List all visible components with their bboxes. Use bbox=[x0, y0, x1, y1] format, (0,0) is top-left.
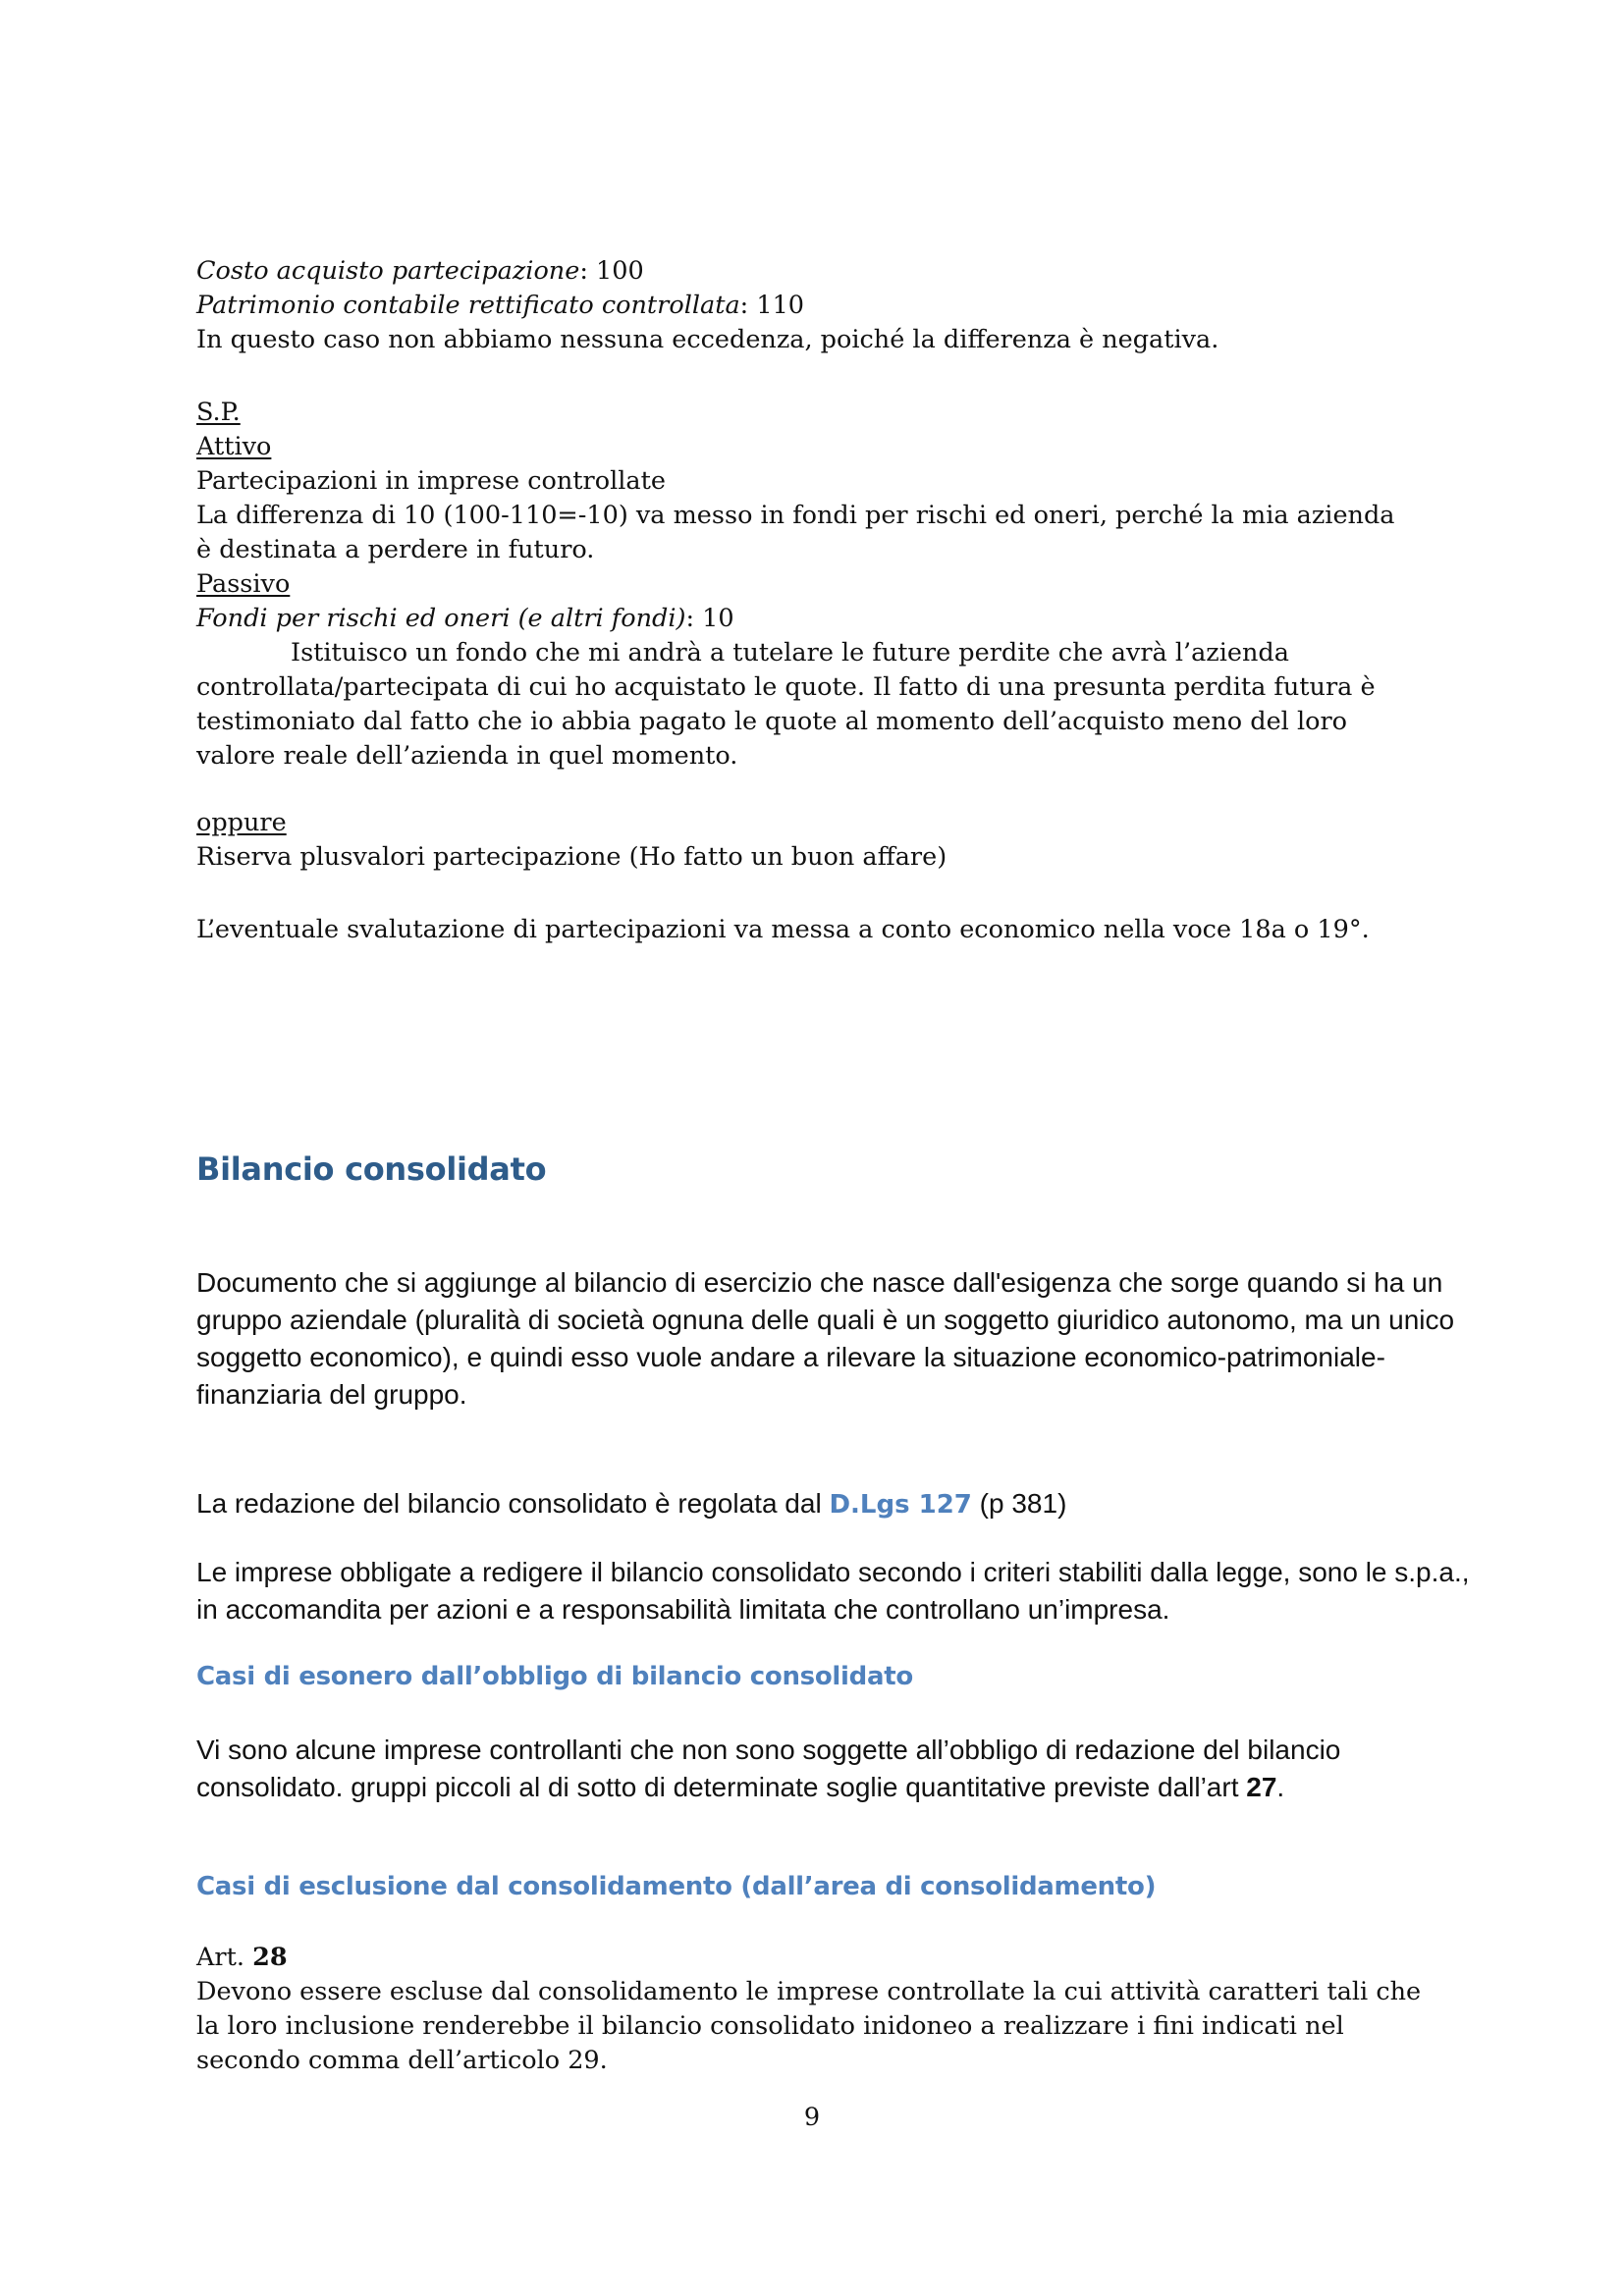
sp-heading: S.P. bbox=[196, 398, 241, 427]
esonero-text-pre: Vi sono alcune imprese controllanti che non sono soggette all’obbligo di redazione del bilancio consolidato. gruppi piccoli al di sotto di determinate soglie quantitative previste dall’art bbox=[196, 1735, 1341, 1802]
esclusione-title: Casi di esclusione dal consolidamento (dall’area di consolidamento) bbox=[196, 1872, 1157, 1901]
esclusione-text: Devono essere escluse dal consolidamento le imprese controllate la cui attività caratteri tali che la loro inclusione renderebbe il bilancio consolidato inidoneo a realizzare i fini indicati nel secondo comma dell’articolo 29. bbox=[196, 1977, 1422, 2075]
bilancio-para1: Documento che si aggiunge al bilancio di esercizio che nasce dall'esigenza che sorge quando si ha un gruppo aziendale (pluralità di società ognuna delle quali è un soggetto giuridico autonomo, ma un unico soggetto economico), e quindi esso vuole andare a rilevare la situazione economico-patrimoniale-finanziaria del gruppo. bbox=[196, 1267, 1455, 1410]
para2-pre: La redazione del bilancio consolidato è regolata dal bbox=[196, 1488, 830, 1519]
esonero-text-post: . bbox=[1276, 1772, 1285, 1802]
attivo-heading: Attivo bbox=[196, 432, 272, 461]
passivo-item-label: Fondi per rischi ed oneri (e altri fondi) bbox=[196, 604, 686, 633]
svalutazione-text: L’eventuale svalutazione di partecipazioni va messa a conto economico nella voce 18a o 19°. bbox=[196, 915, 1370, 944]
attivo-note: La differenza di 10 (100-110=-10) va messo in fondi per rischi ed oneri, perché la mia azienda è destinata a perdere in futuro. bbox=[196, 501, 1395, 564]
passivo-item-value: : 10 bbox=[685, 604, 734, 633]
patrimonio-value: : 110 bbox=[739, 291, 805, 320]
oppure-block bbox=[196, 806, 1473, 875]
sp-block bbox=[196, 396, 1473, 774]
intro-line-eccedenza: In questo caso non abbiamo nessuna eccedenza, poiché la differenza è negativa. bbox=[196, 325, 1219, 354]
dlgs-link[interactable]: D.Lgs 127 bbox=[829, 1490, 972, 1520]
intro-line-costo bbox=[196, 254, 1473, 289]
esonero-title: Casi di esonero dall’obbligo di bilancio consolidato bbox=[196, 1662, 913, 1691]
art-number: 28 bbox=[252, 1943, 288, 1972]
intro-block bbox=[196, 254, 1473, 357]
oppure-heading: oppure bbox=[196, 808, 287, 837]
passivo-item bbox=[196, 602, 1473, 636]
costo-value: : 100 bbox=[579, 256, 644, 286]
passivo-note: Istituisco un fondo che mi andrà a tutelare le future perdite che avrà l’azienda controllata/partecipata di cui ho acquistato le quote. Il fatto di una presunta perdita futura è testimoniato dal fatto che io abbia pagato le quote al momento dell’acquisto meno del loro valore reale dell’azienda in quel momento. bbox=[196, 638, 1376, 771]
attivo-item: Partecipazioni in imprese controllate bbox=[196, 466, 666, 496]
patrimonio-label: Patrimonio contabile rettificato controllata bbox=[196, 291, 740, 320]
para2-post: (p 381) bbox=[971, 1488, 1067, 1519]
esonero-text bbox=[196, 1732, 1463, 1806]
page-number: 9 bbox=[803, 2103, 821, 2132]
esclusione-block bbox=[196, 1941, 1434, 2078]
art-label: Art. bbox=[196, 1943, 253, 1972]
esonero-art: 27 bbox=[1246, 1772, 1277, 1802]
oppure-text: Riserva plusvalori partecipazione (Ho fatto un buon affare) bbox=[196, 842, 947, 872]
bilancio-title: Bilancio consolidato bbox=[196, 1150, 547, 1188]
bilancio-para2 bbox=[196, 1485, 1473, 1523]
costo-label: Costo acquisto partecipazione bbox=[196, 256, 580, 286]
intro-line-patrimonio bbox=[196, 289, 1473, 323]
bilancio-para3: Le imprese obbligate a redigere il bilancio consolidato secondo i criteri stabiliti dalla legge, sono le s.p.a., in accomandita per azioni e a responsabilità limitata che controllano un’impresa. bbox=[196, 1557, 1470, 1625]
passivo-heading: Passivo bbox=[196, 569, 291, 599]
esclusione-art bbox=[196, 1941, 1434, 1975]
